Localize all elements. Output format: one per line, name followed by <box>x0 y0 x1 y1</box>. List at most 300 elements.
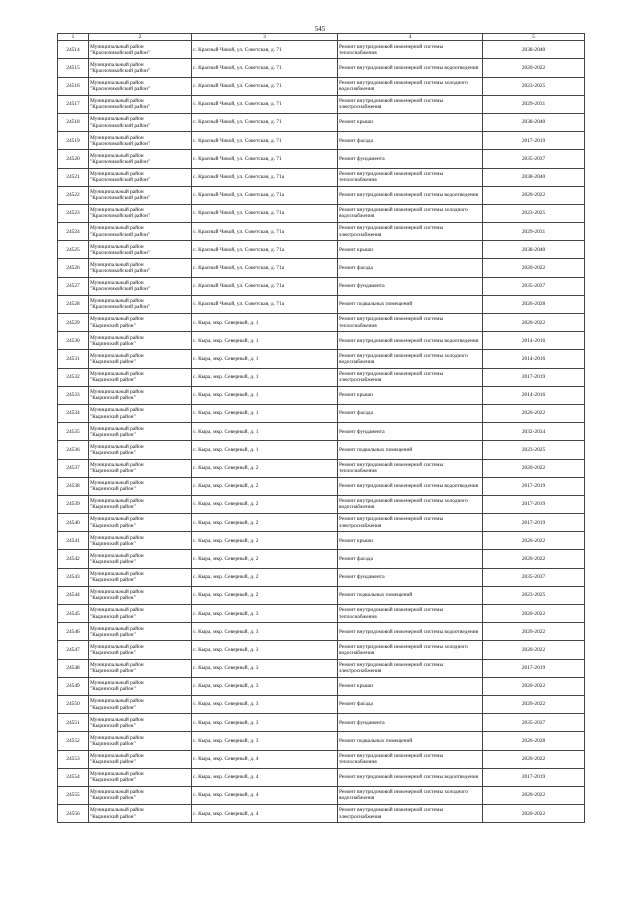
municipality-line-1: Муниципальный район <box>90 407 144 414</box>
work-type: Ремонт крыши <box>338 113 483 131</box>
address: с. Кыра, мкр. Северный, д. 4 <box>192 786 338 804</box>
period: 2020-2022 <box>483 786 585 804</box>
work-type: Ремонт внутридомовой инженерной системы электроснабжения <box>338 223 483 241</box>
table-row <box>58 514 585 532</box>
row-number: 24531 <box>58 350 89 368</box>
work-type: Ремонт внутридомовой инженерной системы водоотведения <box>338 186 483 204</box>
work-type: Ремонт фасада <box>338 695 483 713</box>
work-type: Ремонт внутридомовой инженерной системы электроснабжения <box>338 659 483 677</box>
municipality-line-2: "Красночикойский район" <box>90 213 151 220</box>
table-row <box>58 423 585 441</box>
work-type: Ремонт фундамента <box>338 150 483 168</box>
table-row <box>58 350 585 368</box>
work-type: Ремонт подвальных помещений <box>338 295 483 313</box>
row-number: 24529 <box>58 314 89 332</box>
row-number: 24534 <box>58 404 89 422</box>
table-row <box>58 259 585 277</box>
work-type: Ремонт внутридомовой инженерной системы холодного водоснабжения <box>338 641 483 659</box>
row-number: 24543 <box>58 568 89 586</box>
row-number: 24514 <box>58 41 89 59</box>
row-number: 24526 <box>58 259 89 277</box>
address: с. Красный Чикой, ул. Советская, д. 71а <box>192 204 338 222</box>
address: с. Кыра, мкр. Северный, д. 2 <box>192 459 338 477</box>
work-type: Ремонт подвальных помещений <box>338 586 483 604</box>
address: с. Кыра, мкр. Северный, д. 4 <box>192 805 338 823</box>
table-row <box>58 132 585 150</box>
work-type: Ремонт фасада <box>338 404 483 422</box>
work-type: Ремонт внутридомовой инженерной системы теплоснабжения <box>338 314 483 332</box>
row-number: 24537 <box>58 459 89 477</box>
period: 2032-2034 <box>483 423 585 441</box>
municipality-line-1: Муниципальный район <box>90 771 144 778</box>
address: с. Красный Чикой, ул. Советская, д. 71а <box>192 223 338 241</box>
address: с. Красный Чикой, ул. Советская, д. 71 <box>192 59 338 77</box>
municipality-line-2: "Кыринский район" <box>90 504 136 511</box>
municipality <box>89 695 192 713</box>
table-row <box>58 550 585 568</box>
period: 2020-2022 <box>483 532 585 550</box>
column-header-3: 3 <box>192 34 338 41</box>
municipality-line-2: "Красночикойский район" <box>90 140 151 147</box>
period: 2020-2022 <box>483 641 585 659</box>
municipality <box>89 568 192 586</box>
municipality-line-2: "Кыринский район" <box>90 722 136 729</box>
address: с. Кыра, мкр. Северный, д. 3 <box>192 623 338 641</box>
municipality-line-1: Муниципальный район <box>90 61 144 68</box>
municipality-line-2: "Красночикойский район" <box>90 158 151 165</box>
period: 2026-2028 <box>483 295 585 313</box>
work-type: Ремонт фундамента <box>338 423 483 441</box>
work-type: Ремонт внутридомовой инженерной системы водоотведения <box>338 477 483 495</box>
work-type: Ремонт крыши <box>338 677 483 695</box>
work-type: Ремонт внутридомовой инженерной системы теплоснабжения <box>338 750 483 768</box>
municipality-line-1: Муниципальный район <box>90 389 144 396</box>
work-type: Ремонт внутридомовой инженерной системы холодного водоснабжения <box>338 77 483 95</box>
municipality <box>89 677 192 695</box>
work-type: Ремонт крыши <box>338 386 483 404</box>
municipality-line-2: "Кыринский район" <box>90 322 136 329</box>
municipality-line-2: "Красночикойский район" <box>90 49 151 56</box>
period: 2020-2022 <box>483 605 585 623</box>
period: 2014-2016 <box>483 332 585 350</box>
municipality <box>89 805 192 823</box>
municipality-line-1: Муниципальный район <box>90 443 144 450</box>
table-row <box>58 459 585 477</box>
municipality-line-1: Муниципальный район <box>90 43 144 50</box>
table-row <box>58 168 585 186</box>
period: 2020-2022 <box>483 550 585 568</box>
address: с. Кыра, мкр. Северный, д. 1 <box>192 332 338 350</box>
municipality <box>89 477 192 495</box>
municipality <box>89 59 192 77</box>
table-row <box>58 277 585 295</box>
row-number: 24552 <box>58 732 89 750</box>
row-number: 24555 <box>58 786 89 804</box>
row-number: 24536 <box>58 441 89 459</box>
municipality-line-2: "Кыринский район" <box>90 395 136 402</box>
row-number: 24524 <box>58 223 89 241</box>
table-row <box>58 314 585 332</box>
address: с. Красный Чикой, ул. Советская, д. 71а <box>192 168 338 186</box>
work-type: Ремонт внутридомовой инженерной системы электроснабжения <box>338 368 483 386</box>
work-type: Ремонт крыши <box>338 532 483 550</box>
table-row <box>58 786 585 804</box>
table-row <box>58 386 585 404</box>
municipality-line-2: "Кыринский район" <box>90 759 136 766</box>
row-number: 24525 <box>58 241 89 259</box>
address: с. Кыра, мкр. Северный, д. 2 <box>192 532 338 550</box>
municipality <box>89 768 192 786</box>
municipality-line-1: Муниципальный район <box>90 370 144 377</box>
municipality-line-2: "Красночикойский район" <box>90 67 151 74</box>
table-row <box>58 532 585 550</box>
municipality <box>89 186 192 204</box>
municipality-line-2: "Кыринский район" <box>90 577 136 584</box>
period: 2017-2019 <box>483 768 585 786</box>
period: 2023-2025 <box>483 77 585 95</box>
work-type: Ремонт внутридомовой инженерной системы теплоснабжения <box>338 459 483 477</box>
column-header-2: 2 <box>89 34 192 41</box>
table-row <box>58 95 585 113</box>
table-row <box>58 186 585 204</box>
address: с. Кыра, мкр. Северный, д. 1 <box>192 404 338 422</box>
work-type: Ремонт внутридомовой инженерной системы холодного водоснабжения <box>338 495 483 513</box>
municipality-line-1: Муниципальный район <box>90 461 144 468</box>
municipality-line-2: "Кыринский район" <box>90 468 136 475</box>
table-row <box>58 77 585 95</box>
table-row <box>58 241 585 259</box>
municipality-line-1: Муниципальный район <box>90 625 144 632</box>
table-row <box>58 768 585 786</box>
municipality <box>89 241 192 259</box>
period: 2020-2022 <box>483 805 585 823</box>
work-type: Ремонт внутридомовой инженерной системы электроснабжения <box>338 514 483 532</box>
table-row <box>58 677 585 695</box>
period: 2038-2040 <box>483 168 585 186</box>
work-type: Ремонт внутридомовой инженерной системы водоотведения <box>338 768 483 786</box>
municipality-line-1: Муниципальный район <box>90 807 144 814</box>
row-number: 24519 <box>58 132 89 150</box>
address: с. Кыра, мкр. Северный, д. 4 <box>192 768 338 786</box>
municipality-line-2: "Кыринский район" <box>90 358 136 365</box>
work-type: Ремонт внутридомовой инженерной системы холодного водоснабжения <box>338 786 483 804</box>
municipality-line-1: Муниципальный район <box>90 189 144 196</box>
row-number: 24528 <box>58 295 89 313</box>
municipality-line-2: "Кыринский район" <box>90 631 136 638</box>
row-number: 24542 <box>58 550 89 568</box>
municipality <box>89 623 192 641</box>
table-row <box>58 223 585 241</box>
table-row <box>58 568 585 586</box>
row-number: 24516 <box>58 77 89 95</box>
work-type: Ремонт внутридомовой инженерной системы теплоснабжения <box>338 168 483 186</box>
table-row <box>58 605 585 623</box>
address: с. Кыра, мкр. Северный, д. 2 <box>192 586 338 604</box>
period: 2020-2022 <box>483 695 585 713</box>
row-number: 24518 <box>58 113 89 131</box>
municipality-line-2: "Кыринский район" <box>90 686 136 693</box>
municipality-line-1: Муниципальный район <box>90 789 144 796</box>
table-row <box>58 623 585 641</box>
municipality <box>89 295 192 313</box>
municipality-line-2: "Кыринский район" <box>90 559 136 566</box>
municipality-line-1: Муниципальный район <box>90 352 144 359</box>
municipality-line-1: Муниципальный район <box>90 516 144 523</box>
period: 2035-2037 <box>483 277 585 295</box>
municipality-line-2: "Кыринский район" <box>90 813 136 820</box>
municipality-line-1: Муниципальный район <box>90 79 144 86</box>
address: с. Красный Чикой, ул. Советская, д. 71 <box>192 150 338 168</box>
row-number: 24515 <box>58 59 89 77</box>
address: с. Кыра, мкр. Северный, д. 2 <box>192 495 338 513</box>
period: 2035-2037 <box>483 714 585 732</box>
municipality-line-2: "Кыринский район" <box>90 522 136 529</box>
municipality-line-1: Муниципальный район <box>90 661 144 668</box>
row-number: 24538 <box>58 477 89 495</box>
row-number: 24539 <box>58 495 89 513</box>
municipality-line-1: Муниципальный район <box>90 643 144 650</box>
row-number: 24532 <box>58 368 89 386</box>
period: 2035-2037 <box>483 150 585 168</box>
period: 2014-2016 <box>483 350 585 368</box>
row-number: 24547 <box>58 641 89 659</box>
municipality-line-2: "Кыринский район" <box>90 704 136 711</box>
municipality <box>89 150 192 168</box>
municipality <box>89 350 192 368</box>
municipality <box>89 586 192 604</box>
municipality-line-1: Муниципальный район <box>90 134 144 141</box>
municipality-line-2: "Кыринский район" <box>90 540 136 547</box>
municipality-line-2: "Красночикойский район" <box>90 286 151 293</box>
address: с. Кыра, мкр. Северный, д. 1 <box>192 314 338 332</box>
address: с. Кыра, мкр. Северный, д. 1 <box>192 386 338 404</box>
row-number: 24551 <box>58 714 89 732</box>
row-number: 24522 <box>58 186 89 204</box>
municipality <box>89 605 192 623</box>
municipality-line-2: "Кыринский район" <box>90 777 136 784</box>
period: 2014-2016 <box>483 386 585 404</box>
row-number: 24540 <box>58 514 89 532</box>
period: 2020-2022 <box>483 186 585 204</box>
municipality-line-1: Муниципальный район <box>90 607 144 614</box>
address: с. Красный Чикой, ул. Советская, д. 71 <box>192 113 338 131</box>
municipality-line-2: "Красночикойский район" <box>90 86 151 93</box>
period: 2038-2040 <box>483 41 585 59</box>
municipality-line-1: Муниципальный район <box>90 225 144 232</box>
period: 2023-2025 <box>483 441 585 459</box>
municipality-line-1: Муниципальный район <box>90 98 144 105</box>
municipality <box>89 41 192 59</box>
table-row <box>58 41 585 59</box>
address: с. Кыра, мкр. Северный, д. 1 <box>192 368 338 386</box>
table-row <box>58 295 585 313</box>
period: 2017-2019 <box>483 368 585 386</box>
row-number: 24523 <box>58 204 89 222</box>
period: 2038-2040 <box>483 241 585 259</box>
municipality-line-1: Муниципальный район <box>90 698 144 705</box>
table-row <box>58 150 585 168</box>
address: с. Кыра, мкр. Северный, д. 4 <box>192 750 338 768</box>
municipality-line-1: Муниципальный район <box>90 243 144 250</box>
table-row <box>58 368 585 386</box>
work-type: Ремонт внутридомовой инженерной системы электроснабжения <box>338 805 483 823</box>
work-type: Ремонт внутридомовой инженерной системы водоотведения <box>338 332 483 350</box>
municipality-line-1: Муниципальный район <box>90 316 144 323</box>
work-type: Ремонт фундамента <box>338 277 483 295</box>
address: с. Красный Чикой, ул. Советская, д. 71 <box>192 77 338 95</box>
address: с. Кыра, мкр. Северный, д. 3 <box>192 714 338 732</box>
table-row <box>58 495 585 513</box>
municipality <box>89 259 192 277</box>
municipality <box>89 786 192 804</box>
period: 2023-2025 <box>483 586 585 604</box>
municipality <box>89 314 192 332</box>
work-type: Ремонт фасада <box>338 550 483 568</box>
municipality <box>89 404 192 422</box>
period: 2038-2040 <box>483 113 585 131</box>
municipality-line-1: Муниципальный район <box>90 534 144 541</box>
row-number: 24549 <box>58 677 89 695</box>
column-number-row <box>58 34 585 41</box>
repair-schedule-table <box>57 33 585 823</box>
municipality-line-1: Муниципальный район <box>90 734 144 741</box>
period: 2020-2022 <box>483 750 585 768</box>
municipality-line-1: Муниципальный район <box>90 261 144 268</box>
row-number: 24550 <box>58 695 89 713</box>
row-number: 24554 <box>58 768 89 786</box>
row-number: 24548 <box>58 659 89 677</box>
period: 2017-2019 <box>483 477 585 495</box>
period: 2029-2031 <box>483 95 585 113</box>
municipality-line-1: Муниципальный район <box>90 334 144 341</box>
work-type: Ремонт крыши <box>338 241 483 259</box>
period: 2026-2028 <box>483 732 585 750</box>
municipality <box>89 750 192 768</box>
work-type: Ремонт внутридомовой инженерной системы холодного водоснабжения <box>338 204 483 222</box>
work-type: Ремонт внутридомовой инженерной системы теплоснабжения <box>338 41 483 59</box>
table-row <box>58 805 585 823</box>
row-number: 24530 <box>58 332 89 350</box>
municipality-line-2: "Кыринский район" <box>90 740 136 747</box>
municipality-line-1: Муниципальный район <box>90 571 144 578</box>
municipality-line-1: Муниципальный район <box>90 752 144 759</box>
address: с. Кыра, мкр. Северный, д. 3 <box>192 641 338 659</box>
address: с. Кыра, мкр. Северный, д. 1 <box>192 441 338 459</box>
municipality <box>89 495 192 513</box>
municipality <box>89 732 192 750</box>
table-row <box>58 695 585 713</box>
work-type: Ремонт внутридомовой инженерной системы электроснабжения <box>338 95 483 113</box>
column-header-4: 4 <box>338 34 483 41</box>
municipality <box>89 168 192 186</box>
column-header-1: 1 <box>58 34 89 41</box>
address: с. Кыра, мкр. Северный, д. 1 <box>192 350 338 368</box>
work-type: Ремонт фасада <box>338 132 483 150</box>
municipality-line-1: Муниципальный район <box>90 152 144 159</box>
address: с. Кыра, мкр. Северный, д. 2 <box>192 568 338 586</box>
municipality <box>89 223 192 241</box>
period: 2017-2019 <box>483 495 585 513</box>
municipality <box>89 77 192 95</box>
row-number: 24521 <box>58 168 89 186</box>
municipality <box>89 423 192 441</box>
period: 2029-2031 <box>483 223 585 241</box>
row-number: 24556 <box>58 805 89 823</box>
address: с. Красный Чикой, ул. Советская, д. 71а <box>192 186 338 204</box>
period: 2017-2019 <box>483 659 585 677</box>
period: 2017-2019 <box>483 514 585 532</box>
address: с. Красный Чикой, ул. Советская, д. 71 <box>192 41 338 59</box>
municipality-line-1: Муниципальный район <box>90 589 144 596</box>
address: с. Кыра, мкр. Северный, д. 3 <box>192 659 338 677</box>
municipality-line-2: "Красночикойский район" <box>90 122 151 129</box>
work-type: Ремонт фундамента <box>338 568 483 586</box>
row-number: 24546 <box>58 623 89 641</box>
row-number: 24533 <box>58 386 89 404</box>
period: 2020-2022 <box>483 459 585 477</box>
municipality-line-2: "Красночикойский район" <box>90 231 151 238</box>
address: с. Красный Чикой, ул. Советская, д. 71а <box>192 277 338 295</box>
period: 2023-2025 <box>483 204 585 222</box>
municipality <box>89 441 192 459</box>
table-row <box>58 404 585 422</box>
municipality-line-1: Муниципальный район <box>90 116 144 123</box>
municipality-line-2: "Кыринский район" <box>90 595 136 602</box>
period: 2020-2022 <box>483 259 585 277</box>
row-number: 24544 <box>58 586 89 604</box>
municipality <box>89 659 192 677</box>
municipality-line-1: Муниципальный район <box>90 552 144 559</box>
municipality <box>89 132 192 150</box>
column-header-5: 5 <box>483 34 585 41</box>
municipality-line-1: Муниципальный район <box>90 480 144 487</box>
table-row <box>58 750 585 768</box>
municipality <box>89 459 192 477</box>
municipality-line-2: "Кыринский район" <box>90 340 136 347</box>
address: с. Кыра, мкр. Северный, д. 3 <box>192 695 338 713</box>
address: с. Красный Чикой, ул. Советская, д. 71а <box>192 295 338 313</box>
work-type: Ремонт внутридомовой инженерной системы теплоснабжения <box>338 605 483 623</box>
municipality-line-1: Муниципальный район <box>90 170 144 177</box>
table-row <box>58 59 585 77</box>
municipality-line-1: Муниципальный район <box>90 680 144 687</box>
address: с. Кыра, мкр. Северный, д. 2 <box>192 514 338 532</box>
municipality-line-2: "Кыринский район" <box>90 486 136 493</box>
period: 2020-2022 <box>483 623 585 641</box>
municipality-line-2: "Кыринский район" <box>90 668 136 675</box>
address: с. Красный Чикой, ул. Советская, д. 71 <box>192 132 338 150</box>
table-row <box>58 659 585 677</box>
table-row <box>58 477 585 495</box>
municipality-line-2: "Красночикойский район" <box>90 304 151 311</box>
municipality-line-1: Муниципальный район <box>90 716 144 723</box>
municipality <box>89 95 192 113</box>
address: с. Кыра, мкр. Северный, д. 3 <box>192 677 338 695</box>
table-row <box>58 332 585 350</box>
row-number: 24541 <box>58 532 89 550</box>
address: с. Красный Чикой, ул. Советская, д. 71а <box>192 241 338 259</box>
municipality <box>89 204 192 222</box>
municipality <box>89 532 192 550</box>
municipality <box>89 714 192 732</box>
municipality <box>89 641 192 659</box>
row-number: 24553 <box>58 750 89 768</box>
municipality-line-1: Муниципальный район <box>90 425 144 432</box>
work-type: Ремонт внутридомовой инженерной системы водоотведения <box>338 59 483 77</box>
municipality-line-2: "Кыринский район" <box>90 413 136 420</box>
row-number: 24545 <box>58 605 89 623</box>
municipality <box>89 514 192 532</box>
